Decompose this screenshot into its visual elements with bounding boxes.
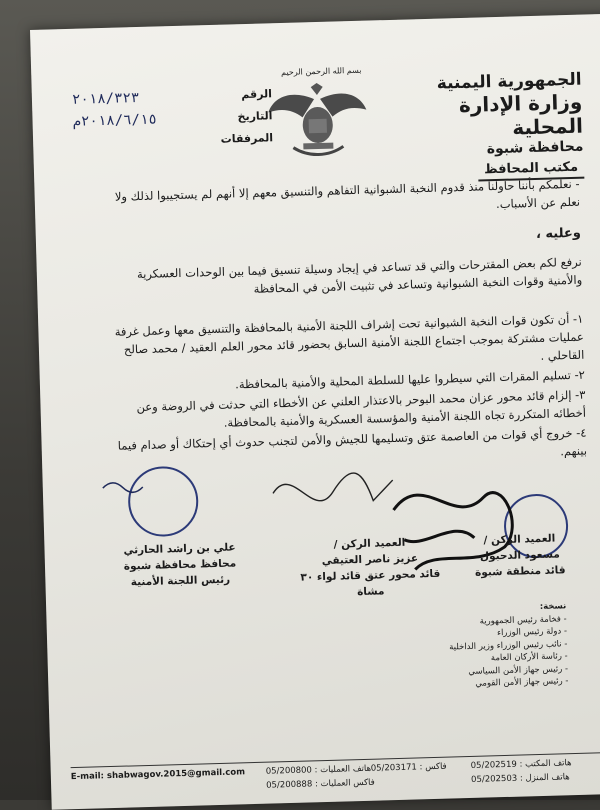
- copy-to-list: [406, 600, 568, 692]
- list-item: - فخامة رئيس الجمهورية: [479, 613, 567, 627]
- fax-number: فاكس : 05/203171: [370, 761, 447, 774]
- intro-paragraph: - نعلمكم بأننا حاولنا منذ قدوم النخبة الشبوانية التفاهم والتنسيق معهم إلا أنهم لم يستجيبوا لذلك ولا نعلم عن الأسباب.: [114, 176, 581, 212]
- ops-phone: هاتف العمليات : 05/200800: [265, 763, 372, 777]
- document-page: [30, 14, 600, 810]
- list-item: - رئاسة الأركان العامة: [490, 651, 568, 664]
- list-item: - رئيس جهاز الأمن السياسي: [468, 663, 569, 677]
- document-footer: [70, 752, 600, 791]
- signature-name: عزيز ناصر العتيقي: [321, 552, 419, 568]
- signature-block-region-commander: [444, 529, 595, 581]
- signature-name: مسعود الدحبول: [479, 548, 560, 563]
- list-item: - دولة رئيس الوزراء: [496, 626, 568, 639]
- signature-title: العميد الركن /: [333, 536, 406, 551]
- signature-role: رئيس اللجنة الأمنية: [130, 573, 231, 589]
- home-phone: هاتف المنزل : 05/202503: [470, 772, 570, 785]
- signature-block-axis-commander: [284, 533, 456, 602]
- governorate-name: محافظة شبوة: [486, 138, 584, 158]
- list-item: - رئيس جهاز الأمن القومي: [475, 676, 569, 689]
- ops-fax: فاكس العمليات : 05/200888: [266, 777, 375, 791]
- signature-title: العميد الركن /: [483, 532, 556, 547]
- proposal-paragraph: نرفع لكم بعض المقترحات والتي قد تساعد في إيجاد وسيلة تنسيق فيما بين الوحدات العسكرية والأمنية وقوات النخبة الشبوانية وتساعد في تثبيت الأمن في المحافظة: [136, 254, 583, 296]
- reference-block: [72, 83, 274, 155]
- list-item: ٤- خروج أي قوات من العاصمة عتق وتسليمها للجيش والأمن لتجنب حدوث أي إحتكاك أو صدام فيما بينهم.: [117, 425, 588, 459]
- signature-name: علي بن راشد الحارثي: [123, 541, 236, 557]
- date-label: التاريخ: [237, 109, 273, 124]
- list-item: ٢- تسليم المقرات التي سيطروا عليها للسلطة المحلية والأمنية بالمحافظة.: [234, 367, 586, 392]
- attachments-label: المرفقات: [220, 131, 274, 146]
- list-item: ٣- إلزام قائد محور عزان محمد البوحر بالاعتذار العلني عن الأخطاء التي حدثت في الروضة وعن أخطائه المتكررة تجاه اللجنة الأمنية والمؤسسة العسكرية والأمنية بالمحافظة.: [136, 387, 587, 430]
- list-item: - نائب رئيس الوزراء وزير الداخلية: [448, 638, 568, 653]
- signature-block-governor: [99, 539, 260, 591]
- list-item: ١- أن تكون قوات النخبة الشبوانية تحت إشراف اللجنة الأمنية بالمحافظة والتنسيق معها وعمل غرفة عمليات مشتركة بموجب اجتماع اللجنة الأمنية السابق بحضور قائد محور العلم العقيد / محمد صالح القاحلي .: [114, 311, 585, 363]
- number-label: الرقم: [241, 87, 273, 102]
- country-name: الجمهورية اليمنية: [436, 69, 582, 94]
- office-phone: هاتف المكتب : 05/202519: [470, 758, 572, 771]
- signature-role: قائد محور عتق قائد لواء ٣٠ مشاة: [300, 567, 441, 599]
- number-value: ٢٠١٨/٣٢٣: [71, 89, 140, 108]
- ministry-name: وزارة الإدارة المحلية: [458, 89, 584, 140]
- yemen-eagle-emblem-icon: [261, 75, 374, 173]
- bismillah: بسم الله الرحمن الرحيم: [280, 65, 362, 78]
- signature-role: قائد منطقة شبوة: [474, 564, 566, 579]
- email-text: E-mail: shabwagov.2015@gmail.com: [70, 767, 246, 783]
- therefore-heading: وعليه ،: [535, 225, 582, 242]
- date-value: ٢٠١٨/٦/١٥م: [72, 111, 158, 130]
- cc-title: نسخة:: [539, 601, 567, 612]
- office-name: مكتب المحافظ: [478, 159, 584, 182]
- signature-title: محافظ محافظة شبوة: [123, 557, 237, 573]
- letterhead: [381, 70, 584, 185]
